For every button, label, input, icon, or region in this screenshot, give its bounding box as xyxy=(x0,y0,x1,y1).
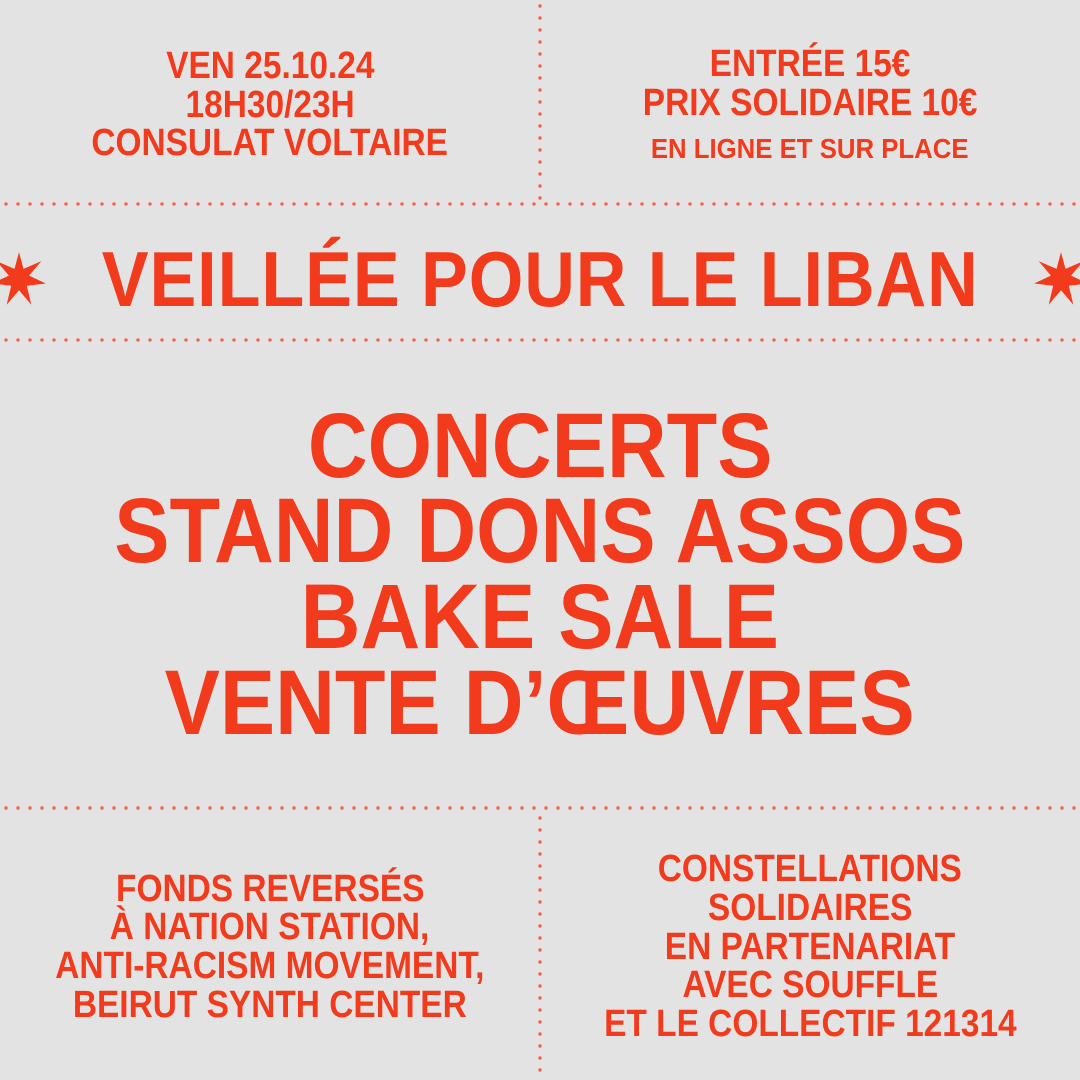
event-info xyxy=(0,30,540,180)
organizers xyxy=(540,842,1080,1052)
beneficiaries-line: FONDS REVERSÉS xyxy=(115,867,425,910)
organizers-line: CONSTELLATIONS xyxy=(657,848,963,891)
pricing-info xyxy=(540,30,1080,180)
title-row xyxy=(0,226,1080,332)
ticket-note: EN LIGNE ET SUR PLACE xyxy=(651,132,969,164)
organizers-line: ET LE COLLECTIF 121314 xyxy=(603,1003,1017,1046)
program-item-concerts: CONCERTS xyxy=(307,394,773,497)
organizers-line: AVEC SOUFFLE xyxy=(682,964,938,1007)
event-date: VEN 25.10.24 xyxy=(165,44,375,87)
beneficiaries-line: À NATION STATION, xyxy=(110,906,430,949)
divider-title-bottom xyxy=(0,338,1080,342)
organizers-line: EN PARTENARIAT xyxy=(664,925,956,968)
divider-main-bottom xyxy=(0,806,1080,810)
program-item-bake-sale: BAKE SALE xyxy=(300,566,780,668)
program-item-art-sale: VENTE D’ŒUVRES xyxy=(165,651,915,754)
organizers-line: SOLIDAIRES xyxy=(707,886,913,929)
beneficiaries-line: ANTI-RACISM MOVEMENT, xyxy=(55,945,485,987)
beneficiaries-line: BEIRUT SYNTH CENTER xyxy=(73,983,467,1026)
price-solidarity: PRIX SOLIDAIRE 10€ xyxy=(642,82,978,124)
program-list xyxy=(0,394,1080,754)
star-icon xyxy=(0,251,47,307)
star-icon xyxy=(1033,251,1080,307)
price-entry: ENTRÉE 15€ xyxy=(709,43,911,86)
beneficiaries xyxy=(0,862,540,1032)
program-item-stand: STAND DONS ASSOS xyxy=(114,480,966,583)
divider-top xyxy=(0,202,1080,206)
event-venue: CONSULAT VOLTAIRE xyxy=(91,122,449,165)
page-title: VEILLÉE POUR LE LIBAN xyxy=(101,234,979,323)
event-time: 18H30/23H xyxy=(185,83,355,126)
